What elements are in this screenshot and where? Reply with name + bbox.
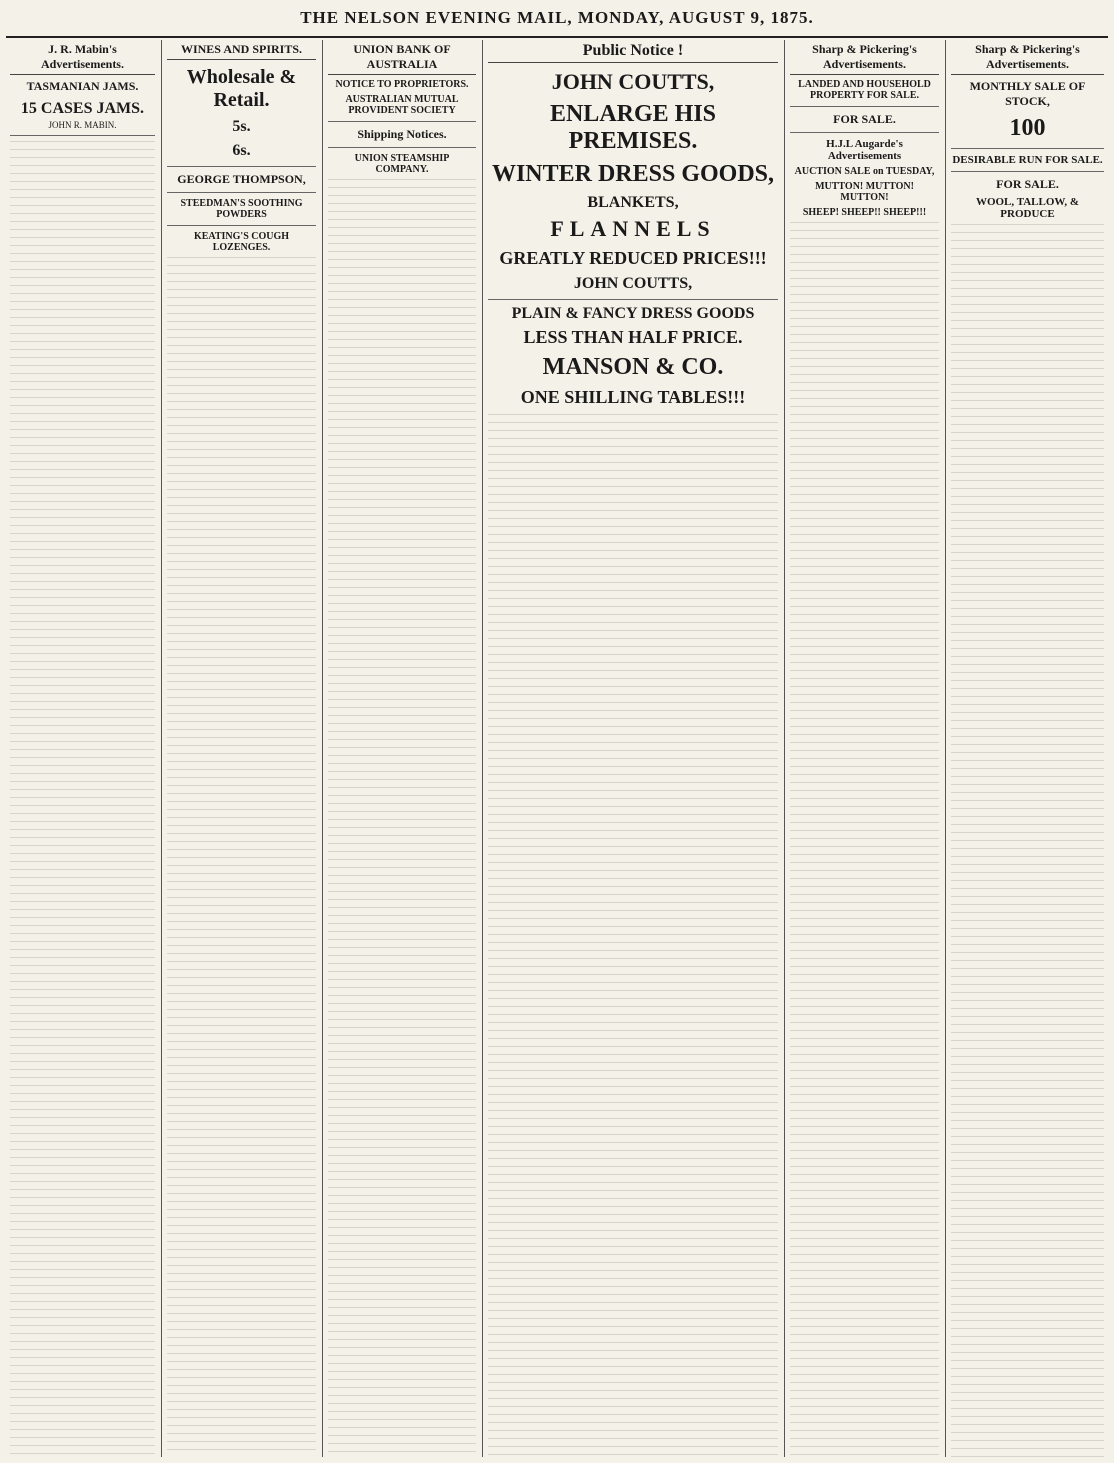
column-3-separator-2 bbox=[328, 147, 476, 148]
column-4-body-filler bbox=[488, 414, 778, 1457]
col2-line-5: KEATING'S COUGH LOZENGES. bbox=[193, 231, 290, 253]
column-5-heading: Sharp & Pickering's Advertisements. bbox=[790, 42, 939, 75]
col5-line-5: SHEEP! SHEEP!! SHEEP!!! bbox=[802, 207, 927, 218]
column-6 bbox=[947, 40, 1108, 1457]
column-2-separator-1 bbox=[167, 166, 316, 167]
col3-line-1: AUSTRALIAN MUTUAL PROVIDENT SOCIETY bbox=[345, 94, 459, 116]
col4-line-0: JOHN COUTTS, bbox=[551, 69, 715, 94]
column-divider-3 bbox=[482, 40, 483, 1457]
col4-line-8: LESS THAN HALF PRICE. bbox=[523, 327, 743, 347]
column-2-separator-3 bbox=[167, 225, 316, 226]
col4-line-10: ONE SHILLING TABLES!!! bbox=[520, 387, 746, 407]
column-6-heading: Sharp & Pickering's Advertisements. bbox=[951, 42, 1104, 75]
col1-line-0: TASMANIAN JAMS. bbox=[26, 79, 139, 93]
col2-line-0: Wholesale & Retail. bbox=[186, 66, 297, 111]
col6-line-2: DESIRABLE RUN FOR SALE. bbox=[952, 154, 1103, 166]
col2-line-1: 5s. bbox=[232, 118, 251, 135]
column-divider-5 bbox=[945, 40, 946, 1457]
col6-line-3: FOR SALE. bbox=[996, 177, 1059, 191]
masthead-text: THE NELSON EVENING MAIL, MONDAY, AUGUST 9, 1875. bbox=[300, 8, 814, 27]
col2-line-4: STEEDMAN'S SOOTHING POWDERS bbox=[180, 198, 303, 220]
column-1-heading: J. R. Mabin's Advertisements. bbox=[10, 42, 155, 75]
col5-line-0: LANDED AND HOUSEHOLD PROPERTY FOR SALE. bbox=[798, 79, 931, 101]
col1-line-2: JOHN R. MABIN. bbox=[48, 120, 117, 130]
column-5-body-filler bbox=[790, 222, 939, 1457]
column-5-separator-2 bbox=[790, 132, 939, 133]
col4-line-1: ENLARGE HIS PREMISES. bbox=[549, 101, 717, 154]
col6-line-1: 100 bbox=[1009, 115, 1046, 141]
column-6-separator-2 bbox=[951, 171, 1104, 172]
masthead bbox=[0, 0, 1114, 36]
col3-line-3: UNION STEAMSHIP COMPANY. bbox=[354, 153, 450, 175]
col4-line-4: FLANNELS bbox=[550, 216, 716, 241]
column-3 bbox=[324, 40, 480, 1457]
col4-line-3: BLANKETS, bbox=[587, 194, 679, 211]
col4-line-7: PLAIN & FANCY DRESS GOODS bbox=[511, 305, 755, 322]
column-6-separator-1 bbox=[951, 148, 1104, 149]
col5-line-1: FOR SALE. bbox=[833, 112, 896, 126]
column-divider-2 bbox=[322, 40, 323, 1457]
col4-line-5: GREATLY REDUCED PRICES!!! bbox=[499, 248, 767, 268]
column-6-body-filler bbox=[951, 224, 1104, 1457]
column-divider-4 bbox=[784, 40, 785, 1457]
col5-line-2: H.J.L Augarde's Advertisements bbox=[826, 138, 903, 162]
column-2-separator-2 bbox=[167, 192, 316, 193]
column-5-separator-1 bbox=[790, 106, 939, 107]
col6-line-0: MONTHLY SALE OF STOCK, bbox=[969, 79, 1086, 108]
column-1-separator bbox=[10, 135, 155, 136]
col3-line-2: Shipping Notices. bbox=[357, 127, 447, 141]
col4-line-9: MANSON & CO. bbox=[542, 354, 724, 380]
col1-line-1: 15 CASES JAMS. bbox=[20, 100, 145, 117]
col2-line-2: 6s. bbox=[232, 142, 251, 159]
col5-line-4: MUTTON! MUTTON! MUTTON! bbox=[815, 181, 914, 203]
column-2 bbox=[163, 40, 320, 1457]
column-3-heading: UNION BANK OF AUSTRALIA bbox=[328, 42, 476, 75]
column-4-separator-1 bbox=[488, 299, 778, 300]
column-4 bbox=[484, 40, 782, 1457]
column-3-body-filler bbox=[328, 179, 476, 1457]
col2-line-3: GEORGE THOMPSON, bbox=[177, 172, 306, 186]
column-1-body-filler bbox=[10, 141, 155, 1457]
column-1 bbox=[6, 40, 159, 1457]
masthead-rule bbox=[6, 36, 1108, 38]
col4-line-6: JOHN COUTTS, bbox=[573, 275, 693, 292]
column-divider-1 bbox=[161, 40, 162, 1457]
col5-line-3: AUCTION SALE on TUESDAY, bbox=[794, 166, 935, 177]
column-3-separator-1 bbox=[328, 121, 476, 122]
column-2-body-filler bbox=[167, 257, 316, 1457]
column-2-heading: WINES AND SPIRITS. bbox=[167, 42, 316, 60]
col6-line-4: WOOL, TALLOW, & PRODUCE bbox=[975, 196, 1080, 220]
column-4-heading: Public Notice ! bbox=[488, 42, 778, 63]
column-5 bbox=[786, 40, 943, 1457]
col3-line-0: NOTICE TO PROPRIETORS. bbox=[335, 79, 469, 90]
col4-line-2: WINTER DRESS GOODS, bbox=[491, 161, 775, 187]
